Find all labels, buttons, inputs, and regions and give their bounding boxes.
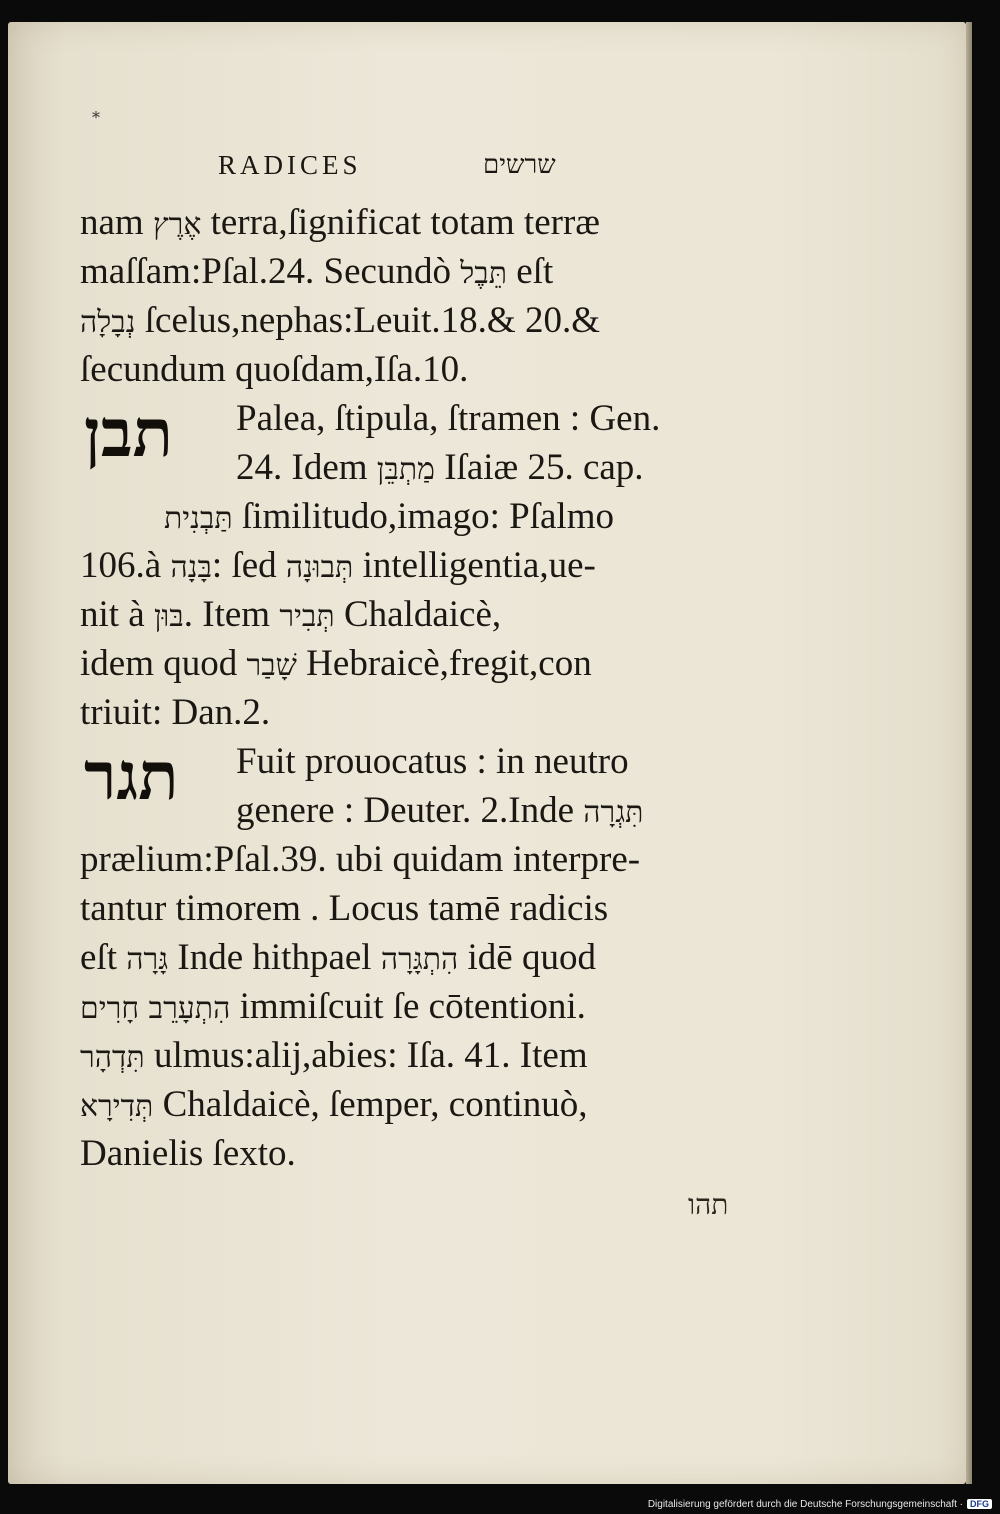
text-line — [80, 1129, 760, 1178]
latin-text: : ſed — [211, 545, 286, 586]
text-line — [80, 247, 760, 296]
latin-text: ſcelus,nephas:Leuit.18.& 20.& — [135, 300, 600, 341]
text-line — [80, 590, 760, 639]
latin-text: ſimilitudo,imago: Pſalmo — [232, 496, 614, 537]
hebrew-word: תִּדְהָר — [80, 1040, 145, 1075]
hebrew-word: תֵּבֶל — [460, 256, 508, 291]
latin-text: intelligentia,ue- — [353, 545, 596, 586]
dfg-logo: DFG — [967, 1499, 992, 1509]
catchword: תהו — [688, 1188, 729, 1221]
hebrew-word: אֶרֶץ — [152, 207, 202, 242]
hebrew-word: תִּגְרָה — [583, 795, 644, 830]
latin-text: Inde hithpael — [168, 937, 381, 978]
latin-text: tantur timorem . Locus tamē radicis — [80, 888, 609, 929]
latin-text: idem quod — [80, 643, 247, 684]
latin-text: Hebraicè,fregit,con — [296, 643, 592, 684]
entry-teven — [80, 394, 760, 737]
text-line — [80, 835, 760, 884]
latin-text: eſt — [507, 251, 554, 292]
latin-text: Iſaiæ 25. cap. — [434, 447, 644, 488]
latin-text: 106.à — [80, 545, 171, 586]
latin-text: prælium:Pſal.39. ubi quidam interpre- — [80, 839, 641, 880]
hebrew-word: בּוּן — [153, 599, 184, 634]
latin-text: Palea, ſtipula, ſtramen : Gen. — [236, 398, 661, 439]
latin-text: idē quod — [458, 937, 596, 978]
text-line — [80, 443, 760, 492]
text-line — [80, 933, 760, 982]
latin-text: . Item — [183, 594, 280, 635]
latin-text: Danielis ſexto. — [80, 1133, 296, 1174]
latin-text: maſſam:Pſal.24. Secundò — [80, 251, 461, 292]
text-line — [80, 982, 760, 1031]
footer-credit-text: Digitalisierung gefördert durch die Deutsche Forschungsgemeinschaft · — [647, 1499, 963, 1510]
hebrew-word: בָּנָה — [170, 550, 212, 585]
latin-text: terra,ſignificat totam terræ — [201, 202, 600, 243]
footer-credit — [648, 1499, 992, 1510]
running-head-latin: RADICES — [218, 150, 362, 180]
text-line — [80, 639, 760, 688]
latin-text: immiſcuit ſe cōtentioni. — [230, 986, 586, 1027]
latin-text: eſt — [80, 937, 127, 978]
corner-mark: * — [92, 108, 100, 127]
text-line — [80, 688, 760, 737]
hebrew-word: תְּבִיר — [279, 599, 335, 634]
hebrew-word: הִתְגָּרָה — [380, 942, 459, 977]
latin-text: Chaldaicè, ſemper, continuò, — [153, 1084, 588, 1125]
hebrew-word: מַתְבֵּן — [376, 452, 435, 487]
hebrew-word: הִתְעָרֵב חָרִים — [80, 991, 231, 1026]
latin-text: nam — [80, 202, 153, 243]
entry-initial-tagar: תגר — [84, 737, 179, 815]
latin-text: genere : Deuter. 2.Inde — [236, 790, 584, 831]
latin-text: ſecundum quoſdam,Iſa.10. — [80, 349, 469, 390]
latin-text: Fuit prouocatus : in neutro — [236, 741, 629, 782]
hebrew-word: תַּבְנִית — [164, 501, 233, 536]
text-line — [80, 1031, 760, 1080]
text-line — [80, 541, 760, 590]
latin-text: nit à — [80, 594, 154, 635]
latin-text: Chaldaicè, — [334, 594, 502, 635]
latin-text: triuit: Dan.2. — [80, 692, 271, 733]
page-text — [80, 198, 760, 1178]
hebrew-word: תְּבוּנָה — [285, 550, 354, 585]
hebrew-word: נְבָלָה — [80, 305, 136, 340]
running-head-hebrew: שרשים — [483, 150, 556, 180]
hebrew-word: שָׁבַר — [246, 648, 297, 683]
latin-text: 24. Idem — [236, 447, 377, 488]
text-line — [80, 786, 760, 835]
page-edge — [966, 22, 972, 1484]
entry-tagar — [80, 737, 760, 1178]
latin-text: ulmus:alij,abies: Iſa. 41. Item — [144, 1035, 588, 1076]
hebrew-word: גָּרָה — [126, 942, 169, 977]
intro-paragraph — [80, 198, 760, 394]
text-line — [80, 198, 760, 247]
text-line — [80, 737, 760, 786]
hebrew-word: תְּדִירָא — [80, 1089, 154, 1124]
text-line — [80, 345, 760, 394]
text-line — [80, 1080, 760, 1129]
entry-initial-teven: תבן — [84, 394, 173, 472]
text-line — [80, 492, 760, 541]
text-line — [80, 884, 760, 933]
text-line — [80, 394, 760, 443]
running-head — [8, 150, 966, 186]
book-page — [8, 22, 966, 1484]
text-line — [80, 296, 760, 345]
